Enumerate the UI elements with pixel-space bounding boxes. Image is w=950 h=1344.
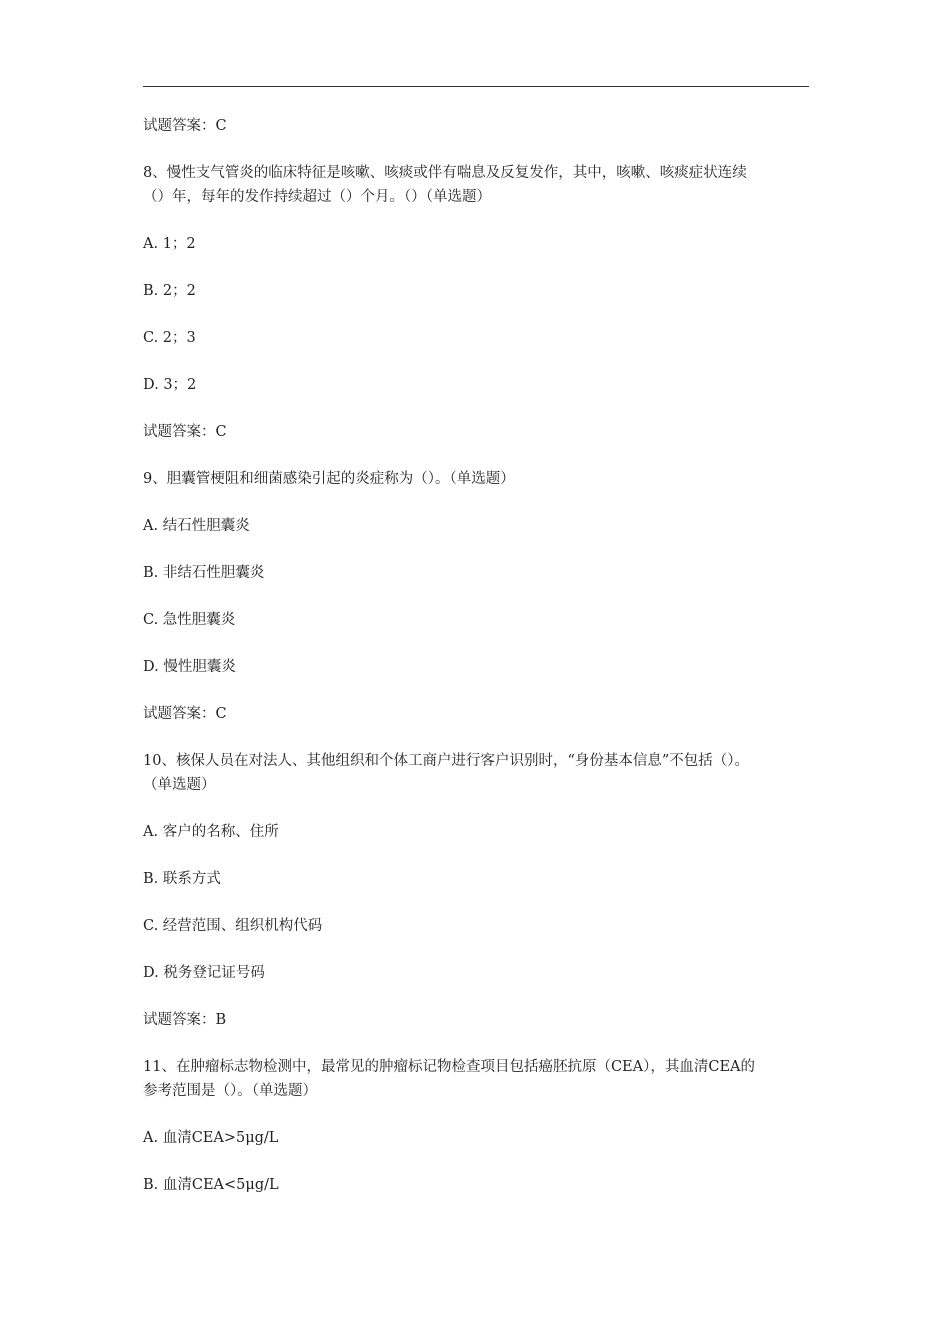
answer-option <box>143 655 809 679</box>
answer-option <box>143 279 809 303</box>
question-line: 11、在肿瘤标志物检测中，最常见的肿瘤标记物检查项目包括癌胚抗原（CEA），其血清CEA的 <box>143 1059 755 1075</box>
option-text: A. 血清CEA>5μg/L <box>143 1130 279 1146</box>
answer-option <box>143 373 809 397</box>
answer-line <box>143 420 809 444</box>
question-stem <box>143 1055 809 1103</box>
answer-option <box>143 514 809 538</box>
answer-option <box>143 914 809 938</box>
question-line: 参考范围是（）。（单选题） <box>143 1083 317 1099</box>
option-text: B. 血清CEA<5μg/L <box>143 1177 279 1193</box>
option-text: A. 结石性胆囊炎 <box>143 518 250 534</box>
header-rule <box>143 86 809 87</box>
question-stem <box>143 749 809 797</box>
answer-text: 试题答案：C <box>143 424 227 440</box>
option-text: D. 慢性胆囊炎 <box>143 659 236 675</box>
option-text: A. 客户的名称、住所 <box>143 824 279 840</box>
question-stem <box>143 467 809 491</box>
answer-text: 试题答案：C <box>143 706 227 722</box>
answer-text: 试题答案：B <box>143 1012 227 1028</box>
answer-option <box>143 867 809 891</box>
option-text: B. 2；2 <box>143 283 196 299</box>
answer-option <box>143 232 809 256</box>
document-body <box>143 114 809 1220</box>
answer-line <box>143 1008 809 1032</box>
question-line: 10、核保人员在对法人、其他组织和个体工商户进行客户识别时，“身份基本信息”不包括（）。 <box>143 753 750 769</box>
option-text: B. 联系方式 <box>143 871 221 887</box>
option-text: D. 税务登记证号码 <box>143 965 265 981</box>
answer-line <box>143 114 809 138</box>
answer-text: 试题答案：C <box>143 118 227 134</box>
answer-option <box>143 1126 809 1150</box>
option-text: C. 2；3 <box>143 330 196 346</box>
option-text: D. 3；2 <box>143 377 197 393</box>
question-line: （单选题） <box>143 777 216 793</box>
question-line: 8、慢性支气管炎的临床特征是咳嗽、咳痰或伴有喘息及反复发作，其中，咳嗽、咳痰症状连续 <box>143 165 747 181</box>
answer-line <box>143 702 809 726</box>
question-line: 9、胆囊管梗阻和细菌感染引起的炎症称为（）。（单选题） <box>143 471 515 487</box>
answer-option <box>143 820 809 844</box>
question-line: （）年，每年的发作持续超过（）个月。（）（单选题） <box>143 189 491 205</box>
answer-option <box>143 561 809 585</box>
answer-option <box>143 1173 809 1197</box>
option-text: B. 非结石性胆囊炎 <box>143 565 265 581</box>
answer-option <box>143 326 809 350</box>
option-text: A. 1；2 <box>143 236 196 252</box>
question-stem <box>143 161 809 209</box>
answer-option <box>143 608 809 632</box>
option-text: C. 急性胆囊炎 <box>143 612 236 628</box>
option-text: C. 经营范围、组织机构代码 <box>143 918 323 934</box>
answer-option <box>143 961 809 985</box>
